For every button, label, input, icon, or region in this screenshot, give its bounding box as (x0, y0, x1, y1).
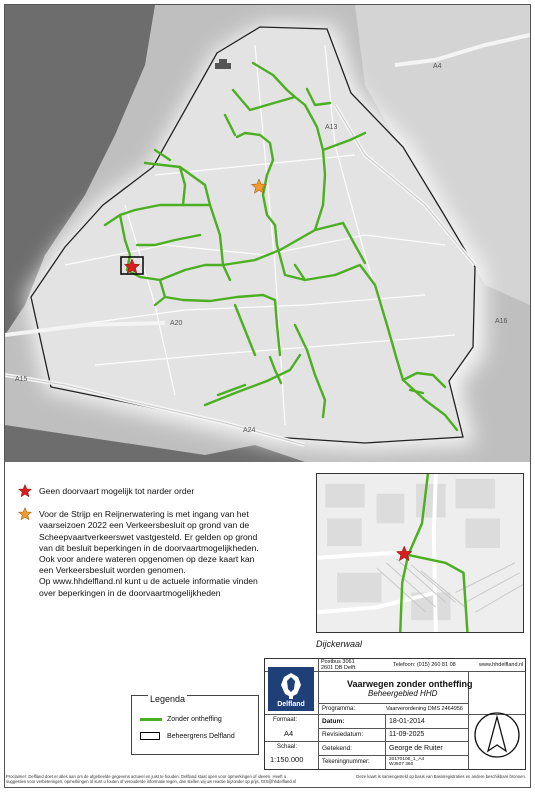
main-map[interactable] (5, 5, 530, 462)
formaat-value: A4 (284, 729, 294, 738)
getekend-label: Getekend: (322, 745, 352, 752)
tekening-value-line: 20170106_1_A4 (389, 757, 425, 762)
divider (318, 703, 468, 704)
tekening-label: Tekeningnummer: (322, 759, 370, 765)
note-red-star-text: Geen doorvaart mogelijk tot narder order (39, 486, 195, 496)
inset-label: Dijckerwaal (316, 639, 363, 649)
divider (318, 728, 468, 729)
note-orange-star (18, 509, 308, 599)
datum-value: 18-01-2014 (389, 718, 425, 725)
black-box-symbol (140, 732, 160, 740)
divider (318, 659, 319, 769)
schaal-label: Schaal: (277, 744, 298, 750)
revisie-value: 11-09-2025 (389, 731, 425, 738)
divider (318, 741, 468, 742)
note-orange-line: Voor de Strijp en Reijnerwatering is met ingang van het (39, 509, 249, 520)
divider (385, 714, 386, 769)
tekening-value (389, 757, 424, 767)
getekend-value: George de Ruiter (389, 745, 443, 752)
phone: Telefoon: (015) 260 81 08 (393, 662, 456, 668)
disclaimer-left: Proclaimer: Delfland doet er alles aan om de afgebeelde gegevens actueel en juist te houden. Delfland staat open voor opmerkingen of ideeën. Heeft u suggesties voor verbeteringen, opmerkingen of kunt u fouten of verouderde informatie tegen, dan stellen wij uw reactie bijzonder op prijs, GIS@hhdelfland.nl (6, 774, 297, 785)
green-line-symbol (140, 718, 162, 721)
map-title: Vaarwegen zonder ontheffing (347, 679, 473, 689)
datum-label: Datum: (322, 718, 345, 725)
address-line: Postbus 3061 (321, 659, 355, 665)
disclaimer (6, 774, 526, 784)
legend-item-label: Beheergrens Delfland (167, 732, 235, 740)
website: www.hhdelfland.nl (479, 662, 524, 668)
delfland-logo (268, 667, 314, 711)
note-orange-line: Scheepvaartverkeerswet vastgesteld. Er gelden op grond (39, 531, 258, 542)
note-red-star (18, 486, 308, 497)
legend (131, 695, 259, 755)
address (321, 660, 355, 672)
schaal-value: 1:150.000 (270, 755, 304, 764)
red-star-icon (18, 484, 32, 498)
road-label-a15: A15 (15, 376, 28, 383)
north-arrow-icon (473, 706, 521, 764)
road-label-a16: A16 (495, 318, 508, 325)
note-orange-line: vaarseizoen 2022 een Verkeersbesluit op grond van de (39, 520, 250, 531)
programma-label: Programma: (322, 706, 356, 712)
divider (318, 755, 468, 756)
programma-value: Vaarverordening DMS 2464956 (386, 706, 463, 712)
revisie-label: Revisiedatum: (322, 731, 364, 738)
title-block (264, 658, 526, 770)
road-label-a20: A20 (170, 320, 183, 327)
map-notes (18, 486, 308, 599)
divider (265, 741, 318, 742)
logo-text: Delfland (277, 701, 305, 708)
legend-title: Legenda (150, 694, 186, 704)
formaat-label: Formaat: (273, 717, 298, 723)
map-subtitle: Beheergebied HHD (368, 689, 438, 698)
road-label-a13: A13 (325, 124, 338, 131)
note-orange-line: een Verkeersbesluit worden genomen. (39, 565, 186, 576)
note-orange-line: Op www.hhdelfland.nl kunt u de actuele informatie vinden (39, 576, 258, 587)
road-label-a24: A24 (243, 427, 256, 434)
road-label-a4: A4 (433, 63, 442, 70)
disclaimer-right: Deze kaart is samengesteld op basis van Basisregistraties en andere beschikbare bronnen. (356, 774, 526, 779)
address-line: 2601 DB Delft (321, 664, 356, 671)
inset-map[interactable] (316, 473, 524, 633)
note-orange-line: over beperkingen in de doorvaartmogelijkheden (39, 587, 221, 598)
orange-star-icon (18, 507, 32, 521)
legend-item-label: Zonder ontheffing (167, 716, 222, 723)
note-orange-line: Ook voor andere wateren opgenomen op deze kaart kan (39, 554, 255, 565)
tekening-value-line: WJ507 360 (389, 762, 414, 767)
legend-item-beheergrens (140, 732, 235, 740)
note-orange-line: van dit besluit beperkingen in de doorvaartmogelijkheden. (39, 542, 259, 553)
legend-item-zonder-ontheffing (140, 716, 222, 723)
